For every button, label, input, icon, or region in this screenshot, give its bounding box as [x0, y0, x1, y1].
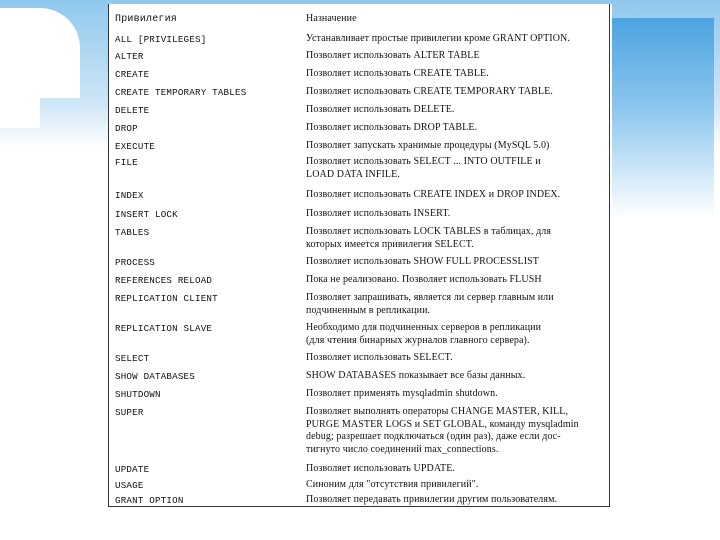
- purpose-cell: Пока не реализовано. Позволяет использовать FLUSH: [306, 274, 542, 285]
- purpose-cell: Позволяет использовать SELECT.: [306, 352, 453, 363]
- purpose-cell: Позволяет использовать DELETE.: [306, 104, 455, 115]
- purpose-cell: Позволяет использовать ALTER TABLE: [306, 50, 480, 61]
- purpose-cell: Позволяет использовать SELECT ... INTO OUTFILE и LOAD DATA INFILE.: [306, 156, 541, 180]
- privilege-cell: DELETE: [115, 105, 150, 116]
- purpose-cell: Позволяет использовать CREATE TABLE.: [306, 68, 489, 79]
- purpose-cell: Позволяет использовать CREATE TEMPORARY TABLE.: [306, 86, 553, 97]
- privilege-cell: INDEX: [115, 190, 144, 201]
- privilege-cell: UPDATE: [115, 464, 150, 475]
- header-purpose: Назначение: [306, 13, 357, 24]
- privilege-cell: INSERT LOCK: [115, 209, 178, 220]
- purpose-cell: Устанавливает простые привилегии кроме GRANT OPTION.: [306, 33, 570, 44]
- purpose-cell: Позволяет использовать SHOW FULL PROCESSLIST: [306, 256, 539, 267]
- purpose-cell: Позволяет использовать CREATE INDEX и DROP INDEX.: [306, 189, 561, 200]
- purpose-cell: Синоним для "отсутствия привилегий".: [306, 479, 479, 490]
- purpose-cell: Позволяет выполнять операторы CHANGE MASTER, KILL, PURGE MASTER LOGS и SET GLOBAL, команду mysqladmin debug; разрешает подключаться (один раз), даже если дос- тигнуто число соединений max_connections.: [306, 406, 579, 455]
- privilege-cell: PROCESS: [115, 257, 155, 268]
- privilege-cell: ALL [PRIVILEGES]: [115, 34, 207, 45]
- background-band-right: [612, 18, 714, 218]
- privilege-cell: FILE: [115, 157, 138, 168]
- purpose-cell: Позволяет запрашивать, является ли сервер главным или подчиненным в репликации.: [306, 292, 554, 316]
- purpose-cell: Позволяет передавать привилегии другим пользователям.: [306, 494, 558, 505]
- privilege-cell: USAGE: [115, 480, 144, 491]
- purpose-cell: Позволяет запускать хранимые процедуры (MySQL 5.0): [306, 140, 550, 151]
- privilege-cell: SELECT: [115, 353, 150, 364]
- privileges-table: [108, 4, 610, 507]
- privilege-cell: SHOW DATABASES: [115, 371, 195, 382]
- privilege-cell: REFERENCES RELOAD: [115, 275, 213, 286]
- privilege-cell: REPLICATION CLIENT: [115, 293, 218, 304]
- purpose-cell: Позволяет использовать INSERT.: [306, 208, 451, 219]
- purpose-cell: SHOW DATABASES показывает все базы данных.: [306, 370, 526, 381]
- privilege-cell: REPLICATION SLAVE: [115, 323, 213, 334]
- document-page: [108, 4, 612, 512]
- purpose-cell: Позволяет использовать LOCK TABLES в таблицах, для которых имеется привилегия SELECT.: [306, 226, 552, 250]
- privilege-cell: SUPER: [115, 407, 144, 418]
- privilege-cell: ALTER: [115, 51, 144, 62]
- purpose-cell: Необходимо для подчиненных серверов в репликации (для чтения бинарных журналов главного сервера).: [306, 322, 542, 346]
- privilege-cell: CREATE: [115, 69, 150, 80]
- header-privilege: Привилегия: [115, 14, 178, 25]
- privilege-cell: CREATE TEMPORARY TABLES: [115, 87, 247, 98]
- privilege-cell: GRANT OPTION: [115, 495, 184, 506]
- privilege-cell: SHUTDOWN: [115, 389, 161, 400]
- purpose-cell: Позволяет использовать UPDATE.: [306, 463, 456, 474]
- purpose-cell: Позволяет использовать DROP TABLE.: [306, 122, 478, 133]
- purpose-cell: Позволяет применять mysqladmin shutdown.: [306, 388, 498, 399]
- privilege-cell: DROP: [115, 123, 138, 134]
- privilege-cell: TABLES: [115, 227, 150, 238]
- privilege-cell: EXECUTE: [115, 141, 155, 152]
